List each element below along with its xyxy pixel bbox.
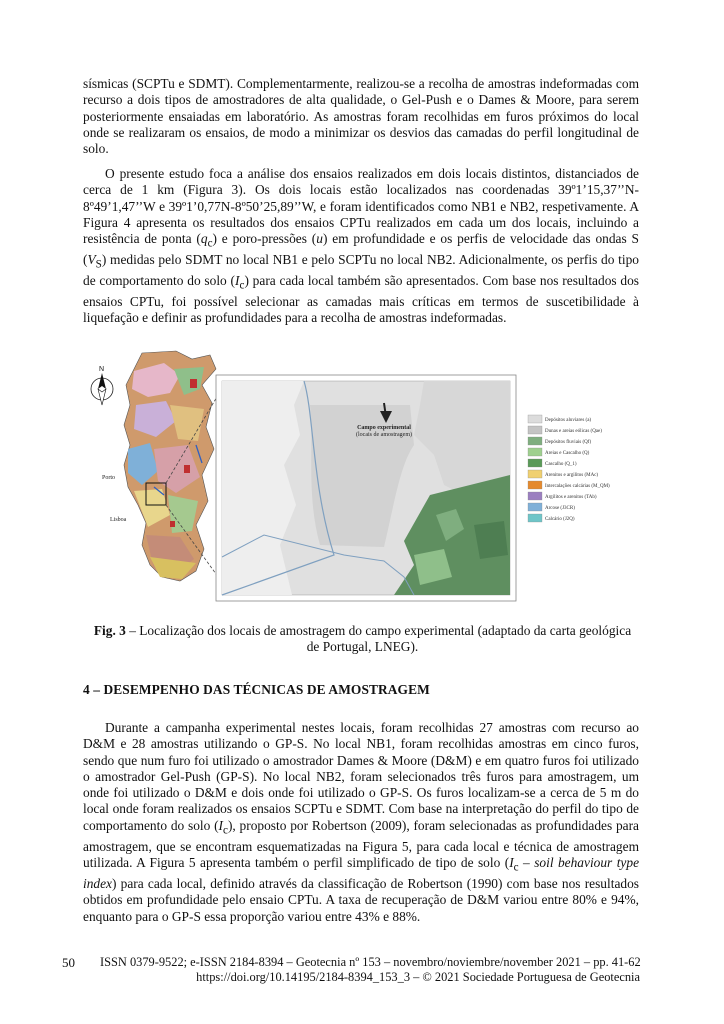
paragraph-2-text-b: ) e poro-pressões ( bbox=[212, 231, 317, 247]
qc-subscript: c bbox=[207, 237, 213, 250]
paragraph-3-text-b: ), proposto por Robertson (2009), foram selecionadas as profundidades para amostragem, que se encontram esquematizadas na Figura 5, para cada local e técnica de amostragem utilizada. A Figura 5 apresenta também o perfil simplificado de tipo de solo ( bbox=[83, 817, 639, 871]
legend-swatch bbox=[528, 514, 542, 522]
paragraph-3-text-a: Durante a campanha experimental nestes locais, foram recolhidas 27 amostras com recurso ao D&M e 28 amostras utilizando o GP-S. No local NB1, foram recolhidas amostras em cinco furos, sendo que num furo foi utilizado o amostrador Dames & Moore (D&M) e em quatro furos foi utilizado o amostrador Gel-Push (GP-S). No local NB2, foram selecionados três furos para amostragem, um onde foi utilizado o D&M e dois onde foi utilizado o GP-S. Os furos localizam-se a cerca de 5 m do local onde foram realizados os ensaios SCPTu e SDMT. Com base na interpretação do perfil do tipo de comportamento do solo ( bbox=[83, 720, 639, 833]
figure-3-map bbox=[84, 345, 640, 621]
legend-label: Arenitos e argilitos (MAc) bbox=[545, 473, 599, 478]
u-symbol: u bbox=[316, 231, 323, 247]
legend-swatch bbox=[528, 481, 542, 489]
north-label: N bbox=[99, 366, 105, 373]
paragraph-2-text-d: ) medidas pelo SDMT no local NB1 e pelo SCPTu no local NB2. Adicionalmente, os perfis do tipo de comportamento do solo ( bbox=[83, 252, 639, 289]
legend-swatch bbox=[528, 503, 542, 511]
legend-label: Depósitos fluviais (Qf) bbox=[545, 440, 592, 445]
vs-symbol: V bbox=[87, 252, 96, 268]
paragraph-3 bbox=[83, 720, 639, 925]
legend-label: Calcário (J2Q) bbox=[545, 517, 575, 522]
paragraph-2 bbox=[83, 166, 639, 327]
paragraph-2-text-c: ) em profundidade e os perfis de velocidade das ondas S ( bbox=[83, 231, 639, 268]
paragraph-3-text-c: ) para cada local, definido através da classificação de Robertson (1990) com base nos resultados obtidos em profundidade pelo ensaio CPTu. A taxa de recuperação de D&M variou entre 80% e 94%, enquanto para o GP-S essa proporção variou entre 43% e 88%. bbox=[83, 876, 639, 924]
geological-map-svg bbox=[84, 345, 640, 621]
legend-label: Argilitos e arenitos (TAb) bbox=[545, 495, 597, 500]
ic-symbol: I bbox=[235, 273, 240, 289]
legend-swatch bbox=[528, 437, 542, 445]
portugal-overview-map bbox=[102, 351, 216, 581]
figure-caption bbox=[90, 623, 635, 656]
legend-swatch bbox=[528, 492, 542, 500]
figure-caption-label: Fig. 3 bbox=[93, 623, 126, 638]
map-place-porto: Porto bbox=[102, 475, 116, 481]
legend-swatch bbox=[528, 470, 542, 478]
sbt-definition: – soil behaviour type index bbox=[83, 855, 640, 892]
legend-swatch bbox=[528, 459, 542, 467]
legend-swatch bbox=[528, 415, 542, 423]
figure-caption-text: – Localização dos locais de amostragem do campo experimental (adaptado da carta geológica de Portugal, LNEG). bbox=[125, 623, 632, 655]
legend-label: Depósitos aluviares (a) bbox=[545, 418, 592, 423]
vs-subscript: S bbox=[95, 258, 102, 271]
ic-subscript: c bbox=[239, 279, 245, 292]
ic-symbol: I bbox=[218, 817, 224, 833]
map-legend bbox=[528, 415, 610, 522]
ic-symbol: I bbox=[509, 855, 514, 871]
zoom-map-frame bbox=[216, 375, 516, 601]
section-heading: 4 – DESEMPENHO DAS TÉCNICAS DE AMOSTRAGEM bbox=[83, 682, 430, 697]
ic-subscript: c bbox=[223, 824, 228, 837]
legend-swatch bbox=[528, 426, 542, 434]
site-label-subtitle: (locais de amostragem) bbox=[356, 432, 412, 438]
qc-symbol: q bbox=[200, 231, 208, 247]
footer-issn-line: ISSN 0379-9522; e-ISSN 2184-8394 – Geotecnia nº 153 – novembro/noviembre/november 2021 – pp. 41-62 bbox=[100, 955, 641, 969]
legend-label: Arcose (J3CR) bbox=[545, 506, 575, 511]
legend-label: Dunas e areias eólicas (Qae) bbox=[545, 429, 602, 434]
legend-label: Intercalações calcárias (M_QM) bbox=[545, 484, 610, 489]
legend-label: Cascalho (Q_1) bbox=[545, 462, 577, 467]
ic-subscript: c bbox=[513, 861, 519, 874]
north-arrow-icon bbox=[91, 366, 113, 405]
page-number: 50 bbox=[62, 955, 75, 970]
site-label-title: Campo experimental bbox=[357, 425, 411, 431]
map-place-lisboa: Lisboa bbox=[110, 517, 127, 523]
footer-doi-line: https://doi.org/10.14195/2184-8394_153_3 – © 2021 Sociedade Portuguesa de Geotecnia bbox=[196, 970, 640, 984]
paragraph-1: sísmicas (SCPTu e SDMT). Complementarmente, realizou-se a recolha de amostras indeformadas com recurso a dois tipos de amostradores de alta qualidade, o Gel-Push e o Dames & Moore, para serem posteriormente ensaiadas em laboratório. As amostras foram recolhidas em furos próximos do local onde se realizaram os ensaios, de modo a minimizar os desvios das camadas do perfil longitudinal de solo. bbox=[83, 76, 639, 157]
paragraph-2-text-e: ) para cada local também são apresentados. Com base nos resultados dos ensaios CPTu, foi possível selecionar as camadas mais críticas em termos de suscetibilidade à liquefação e definir as profundidades para a recolha de amostras indeformadas. bbox=[83, 273, 639, 326]
legend-swatch bbox=[528, 448, 542, 456]
legend-label: Areias e Cascalho (Q) bbox=[545, 451, 590, 456]
paragraph-2-text-a: O presente estudo foca a análise dos ensaios realizados em dois locais distintos, distanciados de cerca de 1 km (Figura 3). Os dois locais estão localizados nas coordenadas 39º1’15,37’’N-8º49’1,47’’W e 39º1’0,77N-8º50’25,89’’W, e foram identificados como NB1 e NB2, respetivamente. A Figura 4 apresenta os resultados dos ensaios CPTu realizados em cada um dos locais, incluindo a resistência de ponta ( bbox=[83, 166, 639, 247]
